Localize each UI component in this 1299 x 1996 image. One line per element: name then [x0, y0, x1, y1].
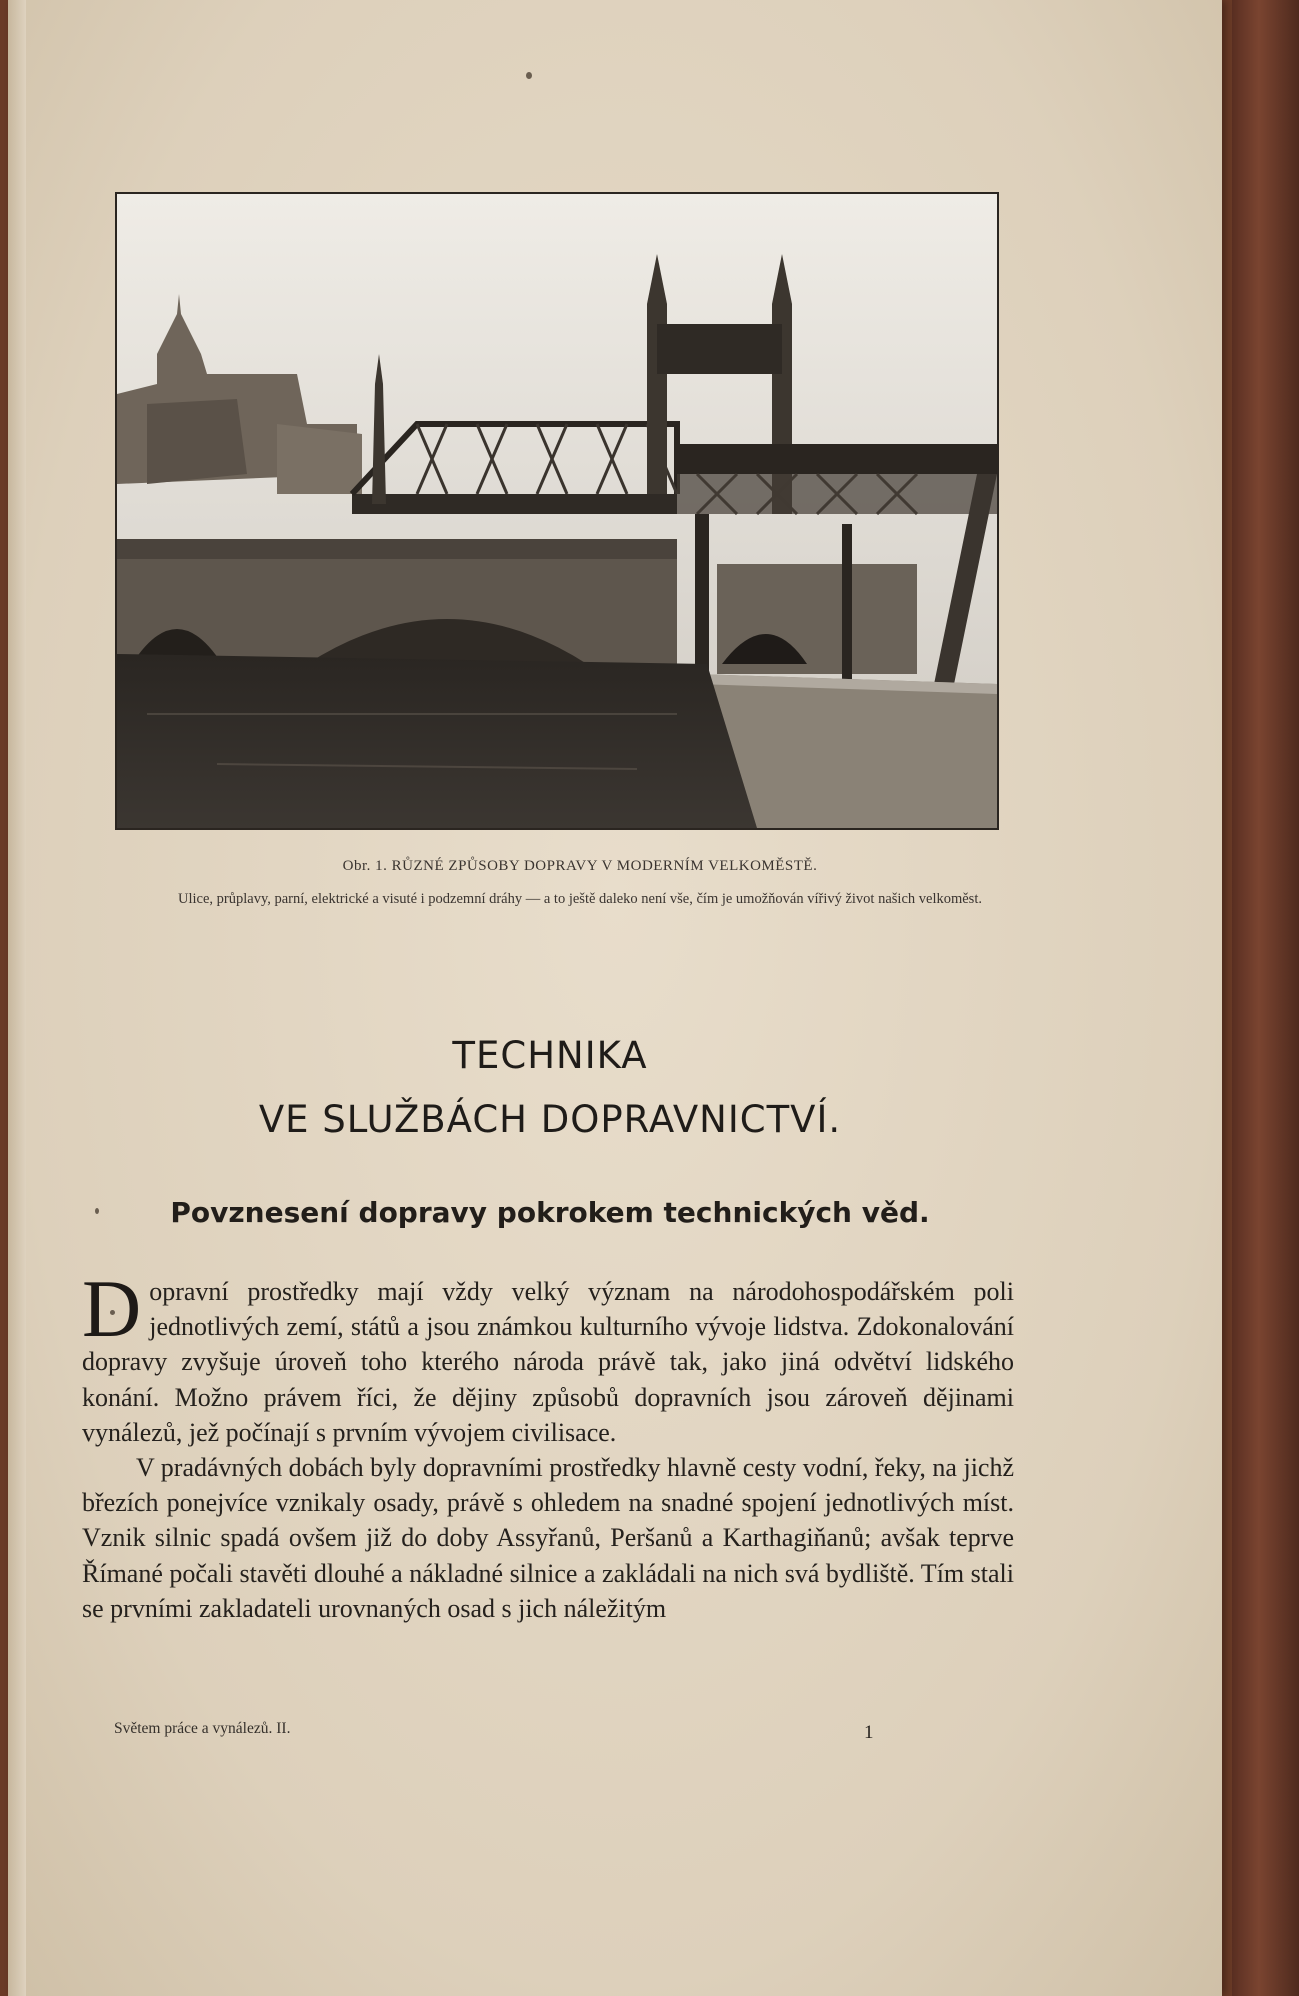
section-subtitle: Povznesení dopravy pokrokem technických věd. — [170, 1196, 930, 1229]
page-number: 1 — [864, 1722, 874, 1743]
paragraph-1-text: opravní prostředky mají vždy velký význam na národohospodářském poli jednotlivých zemí, států a jsou známkou kulturního vývoje lidstva. Zdokonalování dopravy zvyšuje úroveň toho kterého národa právě tak, jako jiná odvětví lidského konání. Možno právem říci, že dějiny způsobů dopravních jsou zároveň dějinami vynálezů, jež počínají s prvním vývojem civilisace. — [82, 1277, 1014, 1447]
paragraph-1 — [82, 1263, 1014, 1450]
chapter-title-line1: TECHNIKA — [452, 1034, 648, 1077]
figure-caption-text: Ulice, průplavy, parní, elektrické a visuté i podzemní dráhy — a to ještě daleko není vše, čím je umožňován vířivý život našich velkoměst. — [178, 891, 982, 907]
paper-speck — [95, 1208, 99, 1214]
chapter-title-line2: VE SLUŽBÁCH DOPRAVNICTVÍ. — [258, 1098, 842, 1141]
paragraph-2: V pradávných dobách byly dopravními prostředky hlavně cesty vodní, řeky, na jichž březích ponejvíce vznikaly osady, právě s ohledem na snadné spojení jednotlivých míst. Vznik silnic spadá ovšem již do doby Assyřanů, Peršanů a Karthagiňanů; avšak teprve Římané počali stavěti dlouhé a nákladné silnice a zakládali na nich svá bydliště. Tím stali se prvními zakladateli urovnaných osad s jich náležitým — [82, 1453, 1014, 1623]
background-edge — [1232, 0, 1299, 1996]
figure-label: Obr. 1. — [342, 858, 388, 874]
figure-caption-title — [100, 858, 1060, 875]
page-edge — [8, 0, 26, 1996]
drop-cap: D — [82, 1263, 142, 1354]
body-text — [82, 1263, 1014, 1626]
paper-speck — [526, 72, 532, 79]
bridge-photo — [115, 192, 999, 830]
footer-book-title: Světem práce a vynálezů. II. — [114, 1720, 291, 1737]
figure-title: RŮZNÉ ZPŮSOBY DOPRAVY V MODERNÍM VELKOMĚSTĚ. — [391, 858, 818, 874]
